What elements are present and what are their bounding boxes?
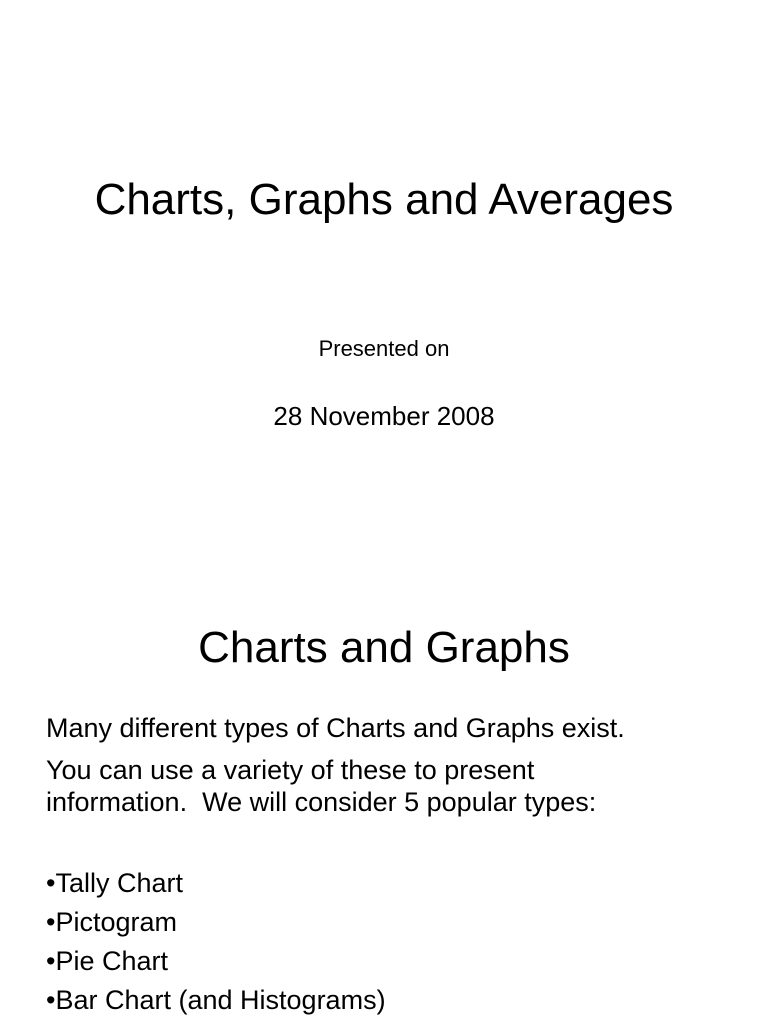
- description-paragraph: [46, 754, 746, 818]
- chart-types-list: [46, 864, 386, 1020]
- list-item: •Tally Chart: [46, 868, 183, 898]
- presentation-date: 28 November 2008: [273, 401, 495, 431]
- description-line-2: information. We will consider 5 popular types:: [46, 787, 597, 817]
- content-slide: [0, 576, 768, 1024]
- presentation-title: Charts, Graphs and Averages: [94, 175, 674, 224]
- slide-title: Charts and Graphs: [198, 623, 570, 672]
- description-line-1: You can use a variety of these to present: [46, 755, 535, 785]
- presented-on-label: Presented on: [318, 336, 450, 361]
- list-item: •Pie Chart: [46, 946, 169, 976]
- list-item: •Pictogram: [46, 907, 177, 937]
- list-item: •Bar Chart (and Histograms): [46, 985, 386, 1015]
- intro-paragraph: Many different types of Charts and Graphs exist.: [46, 713, 625, 743]
